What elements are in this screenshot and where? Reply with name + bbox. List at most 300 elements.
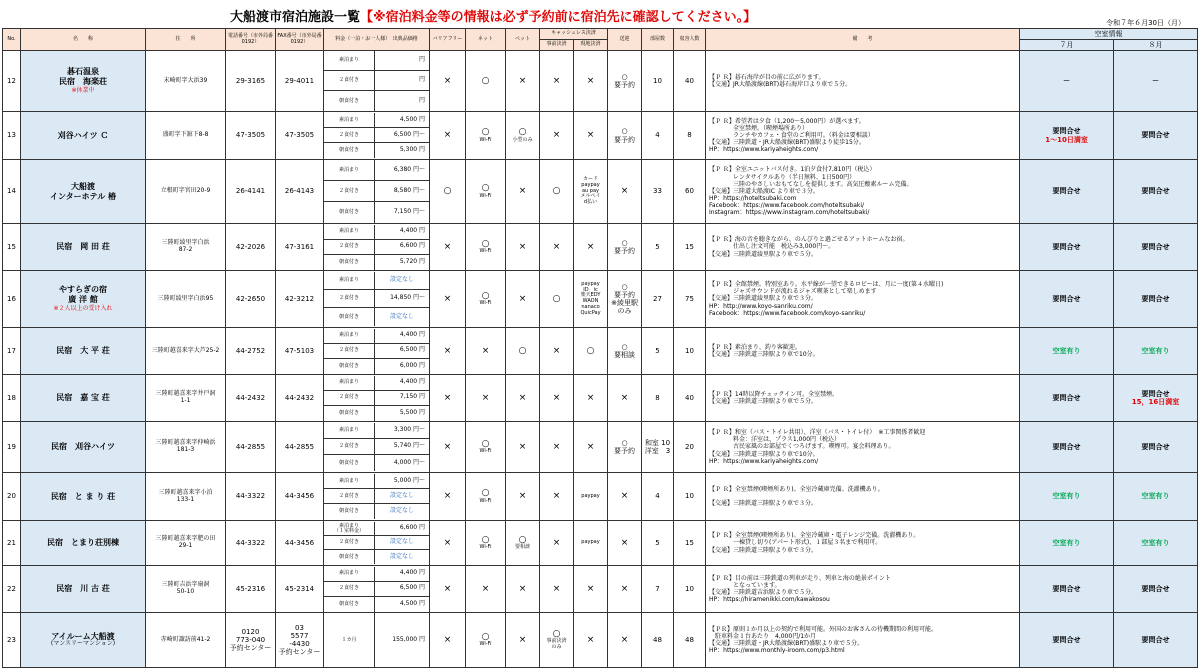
- vacancy-aug: [1114, 566, 1198, 613]
- internet-sub: Wi-Fi: [479, 641, 492, 648]
- capacity: 60: [674, 160, 706, 224]
- facility-address: 三陸町綾里字白浜95: [146, 271, 226, 328]
- vacancy-jul: [1020, 422, 1114, 473]
- facility-address: 三陸町越喜来字肥の田 29-1: [146, 521, 226, 566]
- table-row: [3, 613, 1198, 668]
- vacancy-status: 要問合せ: [1052, 242, 1081, 251]
- plan-label: ２食付き: [324, 391, 375, 405]
- vacancy-aug: [1114, 613, 1198, 668]
- row-no: 20: [3, 473, 21, 521]
- plan-price: 4,400 円: [399, 331, 425, 339]
- vacancy-aug: [1114, 271, 1198, 328]
- plan-label: 素泊まり: [324, 474, 375, 488]
- barrier-free: ×: [430, 375, 466, 422]
- cashless-pre-cell: [540, 328, 574, 375]
- internet: ○: [481, 127, 490, 138]
- pickup: ○ 要予約: [608, 422, 642, 473]
- cashless-site: ×: [574, 566, 608, 613]
- room-count: 10: [642, 51, 674, 112]
- room-count: 27: [642, 271, 674, 328]
- internet: ○: [481, 290, 490, 301]
- barrier-free: ×: [430, 271, 466, 328]
- plan-label: 素泊まり （１室料金）: [324, 522, 375, 535]
- facility-name-cell: [21, 112, 146, 160]
- price-plans: [324, 613, 430, 668]
- pet-cell: [506, 160, 540, 224]
- cashless-pre-sub: 事前決済 のみ: [546, 638, 567, 651]
- facility-name-cell: [21, 422, 146, 473]
- facility-address: 三陸町越喜来字大芦25-2: [146, 328, 226, 375]
- row-no: 13: [3, 112, 21, 160]
- price-plans: [324, 566, 430, 613]
- price-plan: [324, 582, 429, 597]
- facility-name-cell: [21, 473, 146, 521]
- header-remarks: 備 考: [706, 29, 1020, 51]
- facility-tel: 0120 773-040 予約センター: [226, 613, 276, 668]
- internet-sub: Wi-Fi: [479, 192, 492, 199]
- cashless-pre-cell: [540, 112, 574, 160]
- vacancy-jul: [1020, 51, 1114, 112]
- facility-tel: 44-2752: [226, 328, 276, 375]
- internet-sub: Wi-Fi: [479, 497, 492, 504]
- vacancy-aug: [1114, 422, 1198, 473]
- plan-label: 素泊まり: [324, 225, 375, 239]
- plan-label: 素泊まり: [324, 567, 375, 581]
- cashless-site: ×: [574, 224, 608, 271]
- internet: ×: [481, 583, 490, 594]
- vacancy-jul: [1020, 566, 1114, 613]
- vacancy-status: 要問合せ: [1052, 393, 1081, 402]
- plan-price: 6,500 円: [399, 346, 425, 354]
- vacancy-status: 要問合せ: [1141, 389, 1170, 398]
- header-pet: ペット: [506, 29, 540, 51]
- header-barrier: バリアフリー: [430, 29, 466, 51]
- row-no: 23: [3, 613, 21, 668]
- table-row: [3, 51, 1198, 112]
- plan-price: 5,740 円～: [393, 442, 425, 450]
- room-count: 4: [642, 473, 674, 521]
- price-plan: [324, 225, 429, 240]
- pet: ○: [518, 345, 527, 356]
- pet-cell: [506, 224, 540, 271]
- price-plan: [324, 522, 429, 536]
- cashless-pre-cell: [540, 51, 574, 112]
- pet-sub: 小型のみ: [512, 136, 533, 143]
- capacity: 15: [674, 521, 706, 566]
- vacancy-aug: [1114, 160, 1198, 224]
- remarks: 【Ｐ Ｒ】目の前は三陸鉄道の列車が走り、列車と海の絶景ポイント となっています。 【交通】三陸鉄道吉浜駅より車で５分。 HP：https://hiramenikki.com/kawakosou: [706, 566, 1020, 613]
- plan-label: 朝食付き: [324, 143, 375, 158]
- vacancy-jul: [1020, 160, 1114, 224]
- cashless-pre-cell: [540, 566, 574, 613]
- header-cashless: キャッシュレス決済: [540, 29, 608, 40]
- facility-name-cell: [21, 566, 146, 613]
- plan-price: 設定なし: [389, 276, 414, 284]
- vacancy-status: 空室有り: [1141, 492, 1170, 501]
- vacancy-jul: [1020, 375, 1114, 422]
- barrier-free: ○: [430, 160, 466, 224]
- price-plans: [324, 224, 430, 271]
- cashless-pre: ×: [552, 491, 561, 502]
- pickup: ○ 要予約: [608, 51, 642, 112]
- price-plan: [324, 143, 429, 158]
- plan-price: 3,300 円～: [393, 426, 425, 434]
- internet-cell: [466, 375, 506, 422]
- room-count: 4: [642, 112, 674, 160]
- facility-fax: 47-5103: [276, 328, 324, 375]
- remarks: 【Ｐ Ｒ】素泊まり、釣り客歓迎。 【交通】三陸鉄道三陸駅より車で10分。: [706, 328, 1020, 375]
- plan-price: 5,300 円: [399, 146, 425, 154]
- internet-cell: [466, 473, 506, 521]
- vacancy-jul: [1020, 613, 1114, 668]
- cashless-site: カード paypay au pay メルペイ d払い: [574, 160, 608, 224]
- facility-fax: 26-4143: [276, 160, 324, 224]
- vacancy-aug: [1114, 521, 1198, 566]
- internet: ×: [481, 392, 490, 403]
- row-no: 12: [3, 51, 21, 112]
- plan-label: 素泊まり: [324, 272, 375, 289]
- vacancy-status: 要問合せ: [1052, 127, 1081, 136]
- vacancy-jul: [1020, 521, 1114, 566]
- pet: ×: [518, 634, 527, 645]
- vacancy-jul: [1020, 271, 1114, 328]
- price-plan: [324, 406, 429, 421]
- cashless-pre: ×: [552, 241, 561, 252]
- internet-cell: [466, 422, 506, 473]
- header-vacancy: 空室情報: [1020, 29, 1198, 40]
- plan-price: 7,150 円: [399, 393, 425, 401]
- barrier-free: ×: [430, 613, 466, 668]
- pet: ×: [518, 186, 527, 197]
- internet: ○: [481, 488, 490, 499]
- capacity: 40: [674, 375, 706, 422]
- barrier-free: ×: [430, 224, 466, 271]
- pet-cell: [506, 521, 540, 566]
- cashless-site: ×: [574, 613, 608, 668]
- room-count: 48: [642, 613, 674, 668]
- price-plan: [324, 613, 429, 667]
- vacancy-status: 空室有り: [1052, 492, 1081, 501]
- header-fax: FAX番号（市外局番0192）: [276, 29, 324, 51]
- plan-price: 6,600 円: [399, 242, 425, 250]
- internet-cell: [466, 521, 506, 566]
- barrier-free: ×: [430, 422, 466, 473]
- vacancy-status: 要問合せ: [1052, 187, 1081, 196]
- capacity: 10: [674, 328, 706, 375]
- cashless-pre: ×: [552, 75, 561, 86]
- price-plan: [324, 272, 429, 290]
- table-row: [3, 521, 1198, 566]
- room-count: 5: [642, 328, 674, 375]
- internet-cell: [466, 224, 506, 271]
- price-plan: [324, 202, 429, 223]
- facility-name-cell: [21, 224, 146, 271]
- plan-label: ２食付き: [324, 240, 375, 254]
- cashless-pre: ○: [552, 186, 561, 197]
- barrier-free: ×: [430, 566, 466, 613]
- price-plan: [324, 240, 429, 255]
- vacancy-status: －: [1063, 76, 1071, 85]
- internet-cell: [466, 51, 506, 112]
- price-plan: [324, 423, 429, 439]
- capacity: 48: [674, 613, 706, 668]
- pet-cell: [506, 51, 540, 112]
- facility-tel: 44-2432: [226, 375, 276, 422]
- row-no: 18: [3, 375, 21, 422]
- date-label: 令和７年６月30日（月）: [1106, 19, 1185, 27]
- facility-name: 民宿 大 平 荘: [56, 346, 110, 356]
- room-count: 5: [642, 224, 674, 271]
- table-row: [3, 224, 1198, 271]
- price-plan: [324, 504, 429, 519]
- vacancy-status: 要問合せ: [1052, 294, 1081, 303]
- facility-address: 三陸町越喜来字小泊 133-1: [146, 473, 226, 521]
- capacity: 8: [674, 112, 706, 160]
- cashless-site: paypay: [574, 473, 608, 521]
- capacity: 10: [674, 566, 706, 613]
- price-plans: [324, 473, 430, 521]
- price-plan: [324, 344, 429, 359]
- vacancy-aug: [1114, 473, 1198, 521]
- remarks: 【Ｐ Ｒ】全室ユニットバス付き。1泊夕食付7,810円（税込） レンタサイクルあり（半日無料、1日500円） 三陸のやさしいおもてなしを提供します。高気圧酸素ルーム完備。 【交通】三陸道大船渡IC より車で３分。 HP：https://hoteltsubaki.com Facebook：https://www.facebook.com/hoteltsubaki/ Instagram：https://www.instagram.com/hoteltsubaki/: [706, 160, 1020, 224]
- pet: ○: [518, 127, 527, 138]
- plan-price: 6,380 円～: [393, 165, 425, 173]
- internet-sub: Wi-Fi: [479, 248, 492, 255]
- header-tel: 電話番号（市外局番0192）: [226, 29, 276, 51]
- internet: ○: [481, 631, 490, 642]
- plan-label: 朝食付き: [324, 455, 375, 471]
- internet-cell: [466, 271, 506, 328]
- price-plan: [324, 536, 429, 550]
- cashless-site: ×: [574, 375, 608, 422]
- facility-address: 三陸町越喜来字井戸洞 1-1: [146, 375, 226, 422]
- plan-price: 5,720 円: [399, 257, 425, 265]
- pickup: ×: [608, 160, 642, 224]
- facility-name: やすらぎの宿 廣 洋 館: [59, 285, 107, 304]
- remarks: 【ＰＲ】原則１か月以上の契約で利用可能。外国のお客さんの待機期間の利用可能。 駐車料金１台あたり 4,000円/1か月 【交通】三陸鉄道・JR大船渡線(BRT)盛駅より車で５分。 HP：https://www.monthly-iroom.com/p3.html: [706, 613, 1020, 668]
- cashless-pre: ×: [552, 537, 561, 548]
- vacancy-aug: [1114, 328, 1198, 375]
- plan-price: 設定なし: [389, 538, 414, 546]
- vacancy-jul: [1020, 112, 1114, 160]
- vacancy-status: 要問合せ: [1141, 187, 1170, 196]
- facility-fax: 29-4011: [276, 51, 324, 112]
- vacancy-aug: [1114, 375, 1198, 422]
- facility-name-cell: [21, 613, 146, 668]
- facility-tel: 44-3322: [226, 521, 276, 566]
- plan-label: ２食付き: [324, 128, 375, 142]
- vacancy-jul: [1020, 328, 1114, 375]
- cashless-pre: ×: [552, 392, 561, 403]
- pickup: ×: [608, 473, 642, 521]
- facility-name-cell: [21, 51, 146, 112]
- cashless-pre-cell: [540, 160, 574, 224]
- facility-tel: 47-3505: [226, 112, 276, 160]
- title-warning: 【※宿泊料金等の情報は必ず予約前に宿泊先に確認してください。】: [360, 10, 757, 25]
- facility-fax: 47-3505: [276, 112, 324, 160]
- vacancy-status: 要問合せ: [1141, 131, 1170, 140]
- room-count: 33: [642, 160, 674, 224]
- plan-label: ２食付き: [324, 181, 375, 201]
- header-no: No.: [3, 29, 21, 51]
- internet-sub: Wi-Fi: [479, 300, 492, 307]
- pickup: ○ 要予約: [608, 112, 642, 160]
- facility-tel: 26-4141: [226, 160, 276, 224]
- price-plan: [324, 128, 429, 143]
- internet: ○: [481, 534, 490, 545]
- remarks: 【Ｐ Ｒ】全室禁煙(喫煙所あり)。全室冷蔵庫・電子レンジ完備。洗濯機あり。 一棟貸し切り(アパート形式)、１部屋３名まで利用可。 【交通】三陸鉄道三陸駅より車で３分。: [706, 521, 1020, 566]
- facility-name: 民宿 嘉 宝 荘: [56, 393, 110, 403]
- remarks: 【Ｐ Ｒ】全室禁煙(喫煙所あり)。全室冷蔵庫完備。洗濯機あり。 【交通】三陸鉄道三陸駅より車で３分。: [706, 473, 1020, 521]
- plan-price: 6,000 円: [399, 361, 425, 369]
- price-plan: [324, 91, 429, 111]
- cashless-pre: ○: [552, 629, 561, 640]
- price-plan: [324, 391, 429, 406]
- price-plan: [324, 597, 429, 612]
- internet: ×: [481, 345, 490, 356]
- cashless-pre: ×: [552, 130, 561, 141]
- price-plans: [324, 160, 430, 224]
- barrier-free: ×: [430, 51, 466, 112]
- pet-sub: 要相談: [514, 544, 530, 551]
- pet: ×: [518, 75, 527, 86]
- internet-cell: [466, 613, 506, 668]
- vacancy-status: 要問合せ: [1052, 442, 1081, 451]
- table-row: [3, 160, 1198, 224]
- vacancy-aug: [1114, 112, 1198, 160]
- internet-cell: [466, 112, 506, 160]
- remarks: 【Ｐ Ｒ】全館禁煙。特別室あり。水平線が一望できるロビーは、月に一度(第４水曜日) ジャズサウンドが流れるジャズ喫茶として楽しめます 【交通】三陸鉄道綾里駅より車で３分。 HP：http://www.koyo-sanriku.com/ Facebook：https://www.facebook.com/koyo-sanriku/: [706, 271, 1020, 328]
- internet: ○: [481, 183, 490, 194]
- price-plan: [324, 376, 429, 391]
- pet: ×: [518, 241, 527, 252]
- plan-label: 素泊まり: [324, 376, 375, 390]
- remarks: 【Ｐ Ｒ】碁石海岸が目の前に広がります。 【交通】JR大船渡線(BRT)碁石海岸口より車で５分。: [706, 51, 1020, 112]
- plan-price: 設定なし: [389, 552, 414, 560]
- plan-label: 素泊まり: [324, 160, 375, 180]
- plan-price: 5,500 円: [399, 408, 425, 416]
- pet: ×: [518, 293, 527, 304]
- price-plan: [324, 489, 429, 504]
- price-plan: [324, 474, 429, 489]
- facility-address: 盛町字下舘下8-8: [146, 112, 226, 160]
- facility-tel: 42-2650: [226, 271, 276, 328]
- plan-price: 4,000 円～: [393, 458, 425, 466]
- vacancy-status: 要問合せ: [1141, 442, 1170, 451]
- capacity: 15: [674, 224, 706, 271]
- facility-fax: 47-3161: [276, 224, 324, 271]
- vacancy-status: 要問合せ: [1052, 584, 1081, 593]
- price-plan: [324, 290, 429, 308]
- plan-label: 素泊まり: [324, 113, 375, 127]
- cashless-site: ○: [574, 328, 608, 375]
- internet-cell: [466, 160, 506, 224]
- remarks: 【Ｐ Ｒ】和室（バス・トイレ共用）、洋室（バス・トイレ付） ※工事関係者歓迎 料金：洋室は、プラス1,000円（税込） 古民家風のお部屋でくつろげます。喫煙可。宴会料理あり。 【交通】三陸鉄道三陸駅より車で10分。 HP：https://www.kariyaheights.com/: [706, 422, 1020, 473]
- header-net: ネット: [466, 29, 506, 51]
- facility-address: 末崎町字大浜39: [146, 51, 226, 112]
- vacancy-jul: [1020, 473, 1114, 521]
- facility-name: 民宿 と ま り 荘: [50, 491, 116, 501]
- price-plans: [324, 328, 430, 375]
- pickup: ×: [608, 566, 642, 613]
- plan-label: ２食付き: [324, 290, 375, 307]
- vacancy-status: 空室有り: [1052, 538, 1081, 547]
- plan-label: 朝食付き: [324, 255, 375, 270]
- cashless-pre: ×: [552, 345, 561, 356]
- table-row: [3, 473, 1198, 521]
- facility-name: 民宿 岡 田 荘: [56, 242, 110, 252]
- vacancy-note: 1～10日満室: [1045, 135, 1088, 144]
- remarks: 【Ｐ Ｒ】海の音を聴きながら、のんびりと過ごせるアットホームなお宿。 仕出し注文可能 税込み3,000円～。 【交通】三陸鉄道綾里駅より車で５分。: [706, 224, 1020, 271]
- pet: ×: [518, 583, 527, 594]
- facility-address: 立根町字宮田20-9: [146, 160, 226, 224]
- header-capacity: 収容人数: [674, 29, 706, 51]
- internet-cell: [466, 328, 506, 375]
- plan-price: 4,500 円: [399, 599, 425, 607]
- pet-cell: [506, 112, 540, 160]
- price-plan: [324, 113, 429, 128]
- plan-label: 朝食付き: [324, 504, 375, 519]
- plan-label: 朝食付き: [324, 202, 375, 223]
- header-price: 料金（一泊・お一人様） 出典品価格: [324, 29, 430, 51]
- cashless-pre-cell: [540, 422, 574, 473]
- table-row: [3, 566, 1198, 613]
- cashless-site: ×: [574, 51, 608, 112]
- plan-price: 設定なし: [389, 507, 414, 515]
- pickup: ○ 要予約: [608, 224, 642, 271]
- vacancy-note: 15，16日満室: [1131, 398, 1180, 406]
- vacancy-status: 要問合せ: [1141, 635, 1170, 644]
- price-plan: [324, 71, 429, 91]
- table-body: [3, 51, 1198, 668]
- pet-cell: [506, 375, 540, 422]
- price-plans: [324, 112, 430, 160]
- capacity: 75: [674, 271, 706, 328]
- remarks: 【Ｐ Ｒ】希望者は夕食（1,200～5,000円）が選べます。 全室禁煙。（喫煙場所あり） ランチやカフェ・食堂のご利用可。（料金は要相談） 【交通】三陸鉄道・JR大船渡線(BRT)盛駅より徒歩15分。 HP：https://www.kariyaheights.com/: [706, 112, 1020, 160]
- plan-label: 朝食付き: [324, 597, 375, 612]
- plan-label: 朝食付き: [324, 91, 375, 111]
- plan-label: 素泊まり: [324, 423, 375, 438]
- row-no: 15: [3, 224, 21, 271]
- plan-price: 6,600 円: [399, 524, 425, 532]
- price-plan: [324, 439, 429, 455]
- capacity: 20: [674, 422, 706, 473]
- vacancy-status: －: [1152, 76, 1160, 85]
- room-count: 8: [642, 375, 674, 422]
- plan-label: 朝食付き: [324, 550, 375, 564]
- pet-cell: [506, 271, 540, 328]
- header-pickup: 送迎: [608, 29, 642, 51]
- facility-name: 刈谷ハイツ Ｃ: [57, 130, 109, 140]
- plan-price: 設定なし: [389, 312, 414, 320]
- price-plans: [324, 271, 430, 328]
- pet-cell: [506, 473, 540, 521]
- facility-fax: 45-2314: [276, 566, 324, 613]
- facility-fax: 44-2855: [276, 422, 324, 473]
- internet: ○: [481, 238, 490, 249]
- header-cashless-site: 現地決済: [574, 40, 608, 51]
- row-no: 21: [3, 521, 21, 566]
- cashless-pre-cell: [540, 224, 574, 271]
- pet: ○: [518, 534, 527, 545]
- header-rooms: 部屋数: [642, 29, 674, 51]
- plan-price: 4,400 円: [399, 569, 425, 577]
- cashless-pre-cell: [540, 473, 574, 521]
- pet-cell: [506, 566, 540, 613]
- plan-label: ２食付き: [324, 489, 375, 503]
- header-name: 名 称: [21, 29, 146, 51]
- pickup: ○ 要相談: [608, 328, 642, 375]
